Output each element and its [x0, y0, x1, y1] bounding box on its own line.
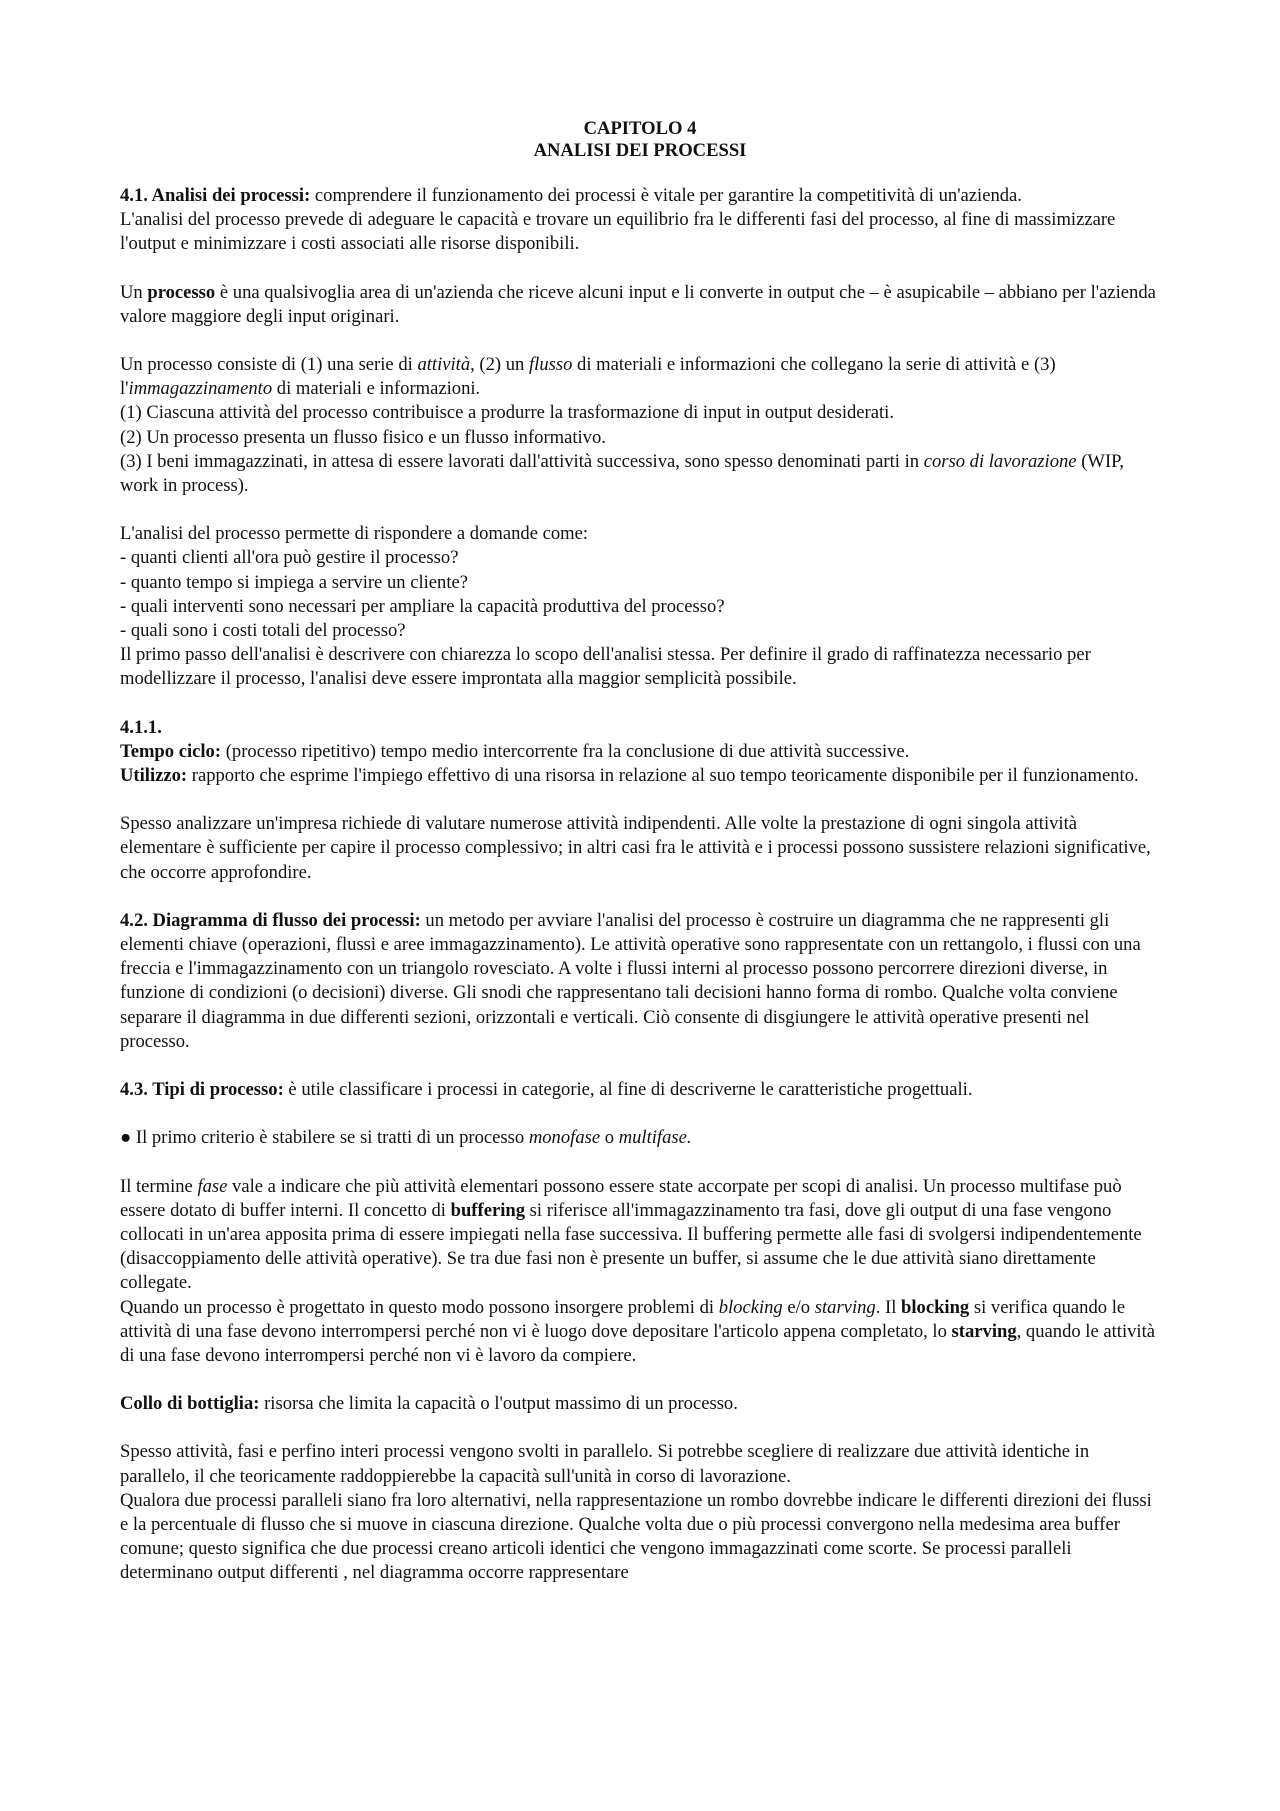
processo-definition: Un processo è una qualsivoglia area di un'azienda che riceve alcuni input e li converte in output che – è asupicabile – abbiano per l'azienda valore maggiore degli input originari.	[120, 281, 1156, 327]
document-body	[120, 118, 1160, 1586]
bottleneck-definition: Collo di bottiglia: risorsa che limita la capacità o l'output massimo di un processo.	[120, 1393, 738, 1415]
utilizzo-definition: Utilizzo: rapporto che esprime l'impiego effettivo di una risorsa in relazione al suo tempo teoricamente disponibile per il funzionamento.	[120, 765, 1139, 787]
section-4-2-heading: 4.2. Diagramma di flusso dei processi:	[120, 909, 421, 931]
section-4-1-heading: 4.1. Analisi dei processi:	[120, 185, 311, 206]
composition-item-2: (2) Un processo presenta un flusso fisico e un flusso informativo.	[120, 426, 606, 448]
chapter-title: ANALISI DEI PROCESSI	[533, 140, 747, 161]
question-item: - quanti clienti all'ora può gestire il processo?	[120, 547, 459, 569]
criterion-bullet: ● Il primo criterio è stabilere se si tratti di un processo monofase o multifase.	[120, 1127, 692, 1149]
blocking-starving-paragraph: Quando un processo è progettato in questo modo possono insorgere problemi di blocking e/o starving. Il blocking si verifica quando le attività di una fase devono interrompersi perché non vi è luogo dove depositare l'articolo appena completato, lo starving, quando le attività di una fase devono interrompersi perché non vi è lavoro da compiere.	[120, 1296, 1156, 1366]
section-4-1-1-heading: 4.1.1.	[120, 716, 162, 738]
question-item: - quali interventi sono necessari per ampliare la capacità produttiva del processo?	[120, 595, 725, 617]
analysis-paragraph: Spesso analizzare un'impresa richiede di valutare numerose attività indipendenti. Alle volte la prestazione di ogni singola attività elementare è sufficiente per capire il processo complessivo; in altri casi fra le attività e i processi possono sussistere relazioni significative, che occorre approfondire.	[120, 813, 1151, 883]
questions-intro: L'analisi del processo permette di rispondere a domande come:	[120, 523, 589, 545]
section-4-1-intro: 4.1. Analisi dei processi: comprendere il funzionamento dei processi è vitale per garantire la competitività di un'azienda.	[120, 185, 1022, 206]
processo-composition: Un processo consiste di (1) una serie di attività, (2) un flusso di materiali e informazioni che collegano la serie di attività e (3) l'immagazzinamento di materiali e informazioni.	[120, 354, 1056, 400]
section-4-2: 4.2. Diagramma di flusso dei processi: un metodo per avviare l'analisi del processo è costruire un diagramma che ne rappresenti gli elementi chiave (operazioni, flussi e aree immagazzinamento). Le attività operative sono rappresentate con un rettangolo, i flussi con una freccia e l'immagazzinamento con un triangolo rovesciato. A volte i flussi interni al processo possono percorrere direzioni diverse, in funzione di condizioni (o decisioni) diverse. Gli snodi che rappresentano tali decisioni hanno forma di rombo. Qualche volta conviene separare il diagramma in due differenti sezioni, orizzontali e verticali. Ciò consente di disgiungere le attività operative presenti nel processo.	[120, 909, 1141, 1052]
section-4-1-paragraph: L'analisi del processo prevede di adeguare le capacità e trovare un equilibrio fra le differenti fasi del processo, al fine di massimizzare l'output e minimizzare i costi associati alle risorse disponibili.	[120, 209, 1116, 255]
bullet-icon: ●	[120, 1127, 132, 1149]
parallel-paragraph-1: Spesso attività, fasi e perfino interi processi vengono svolti in parallelo. Si potrebbe scegliere di realizzare due attività identiche in parallelo, il che teoricamente raddoppierebbe la capacità sull'unità in corso di lavorazione.	[120, 1441, 1090, 1487]
fase-paragraph: Il termine fase vale a indicare che più attività elementari possono essere state accorpate per scopi di analisi. Un processo multifase può essere dotato di buffer interni. Il concetto di buffering si riferisce all'immagazzinamento tra fasi, dove gli output di una fase vengono collocati in un'area apposita prima di essere impiegati nella fase successiva. Il buffering permette alle fasi di svolgersi indipendentemente (disaccoppiamento delle attività operative). Se tra due fasi non è presente un buffer, si assume che le due attività siano direttamente collegate.	[120, 1175, 1142, 1294]
section-4-3-heading: 4.3. Tipi di processo:	[120, 1079, 284, 1101]
parallel-paragraph-2: Qualora due processi paralleli siano fra loro alternativi, nella rappresentazione un rombo dovrebbe indicare le differenti direzioni dei flussi e la percentuale di flusso che si muove in ciascuna direzione. Qualche volta due o più processi convergono nella medesima area buffer comune; questo significa che due processi creano articoli identici che vengono immagazzinati come scorte. Se processi paralleli determinano output differenti , nel diagramma occorre rappresentare	[120, 1489, 1152, 1584]
questions-outro: Il primo passo dell'analisi è descrivere con chiarezza lo scopo dell'analisi stessa. Per definire il grado di raffinatezza necessario per modellizzare il processo, l'analisi deve essere improntata alla maggior semplicità possibile.	[120, 644, 1091, 690]
question-item: - quali sono i costi totali del processo?	[120, 620, 406, 642]
chapter-number: CAPITOLO 4	[583, 118, 697, 139]
section-4-3: 4.3. Tipi di processo: è utile classificare i processi in categorie, al fine di descriverne le caratteristiche progettuali.	[120, 1079, 973, 1101]
question-item: - quanto tempo si impiega a servire un cliente?	[120, 571, 468, 593]
composition-item-1: (1) Ciascuna attività del processo contribuisce a produrre la trasformazione di input in output desiderati.	[120, 402, 894, 424]
composition-item-3: (3) I beni immagazzinati, in attesa di essere lavorati dall'attività successiva, sono spesso denominati parti in corso di lavorazione (WIP, work in process).	[120, 450, 1125, 497]
tempo-ciclo-definition: Tempo ciclo: (processo ripetitivo) tempo medio intercorrente fra la conclusione di due attività successive.	[120, 740, 910, 762]
